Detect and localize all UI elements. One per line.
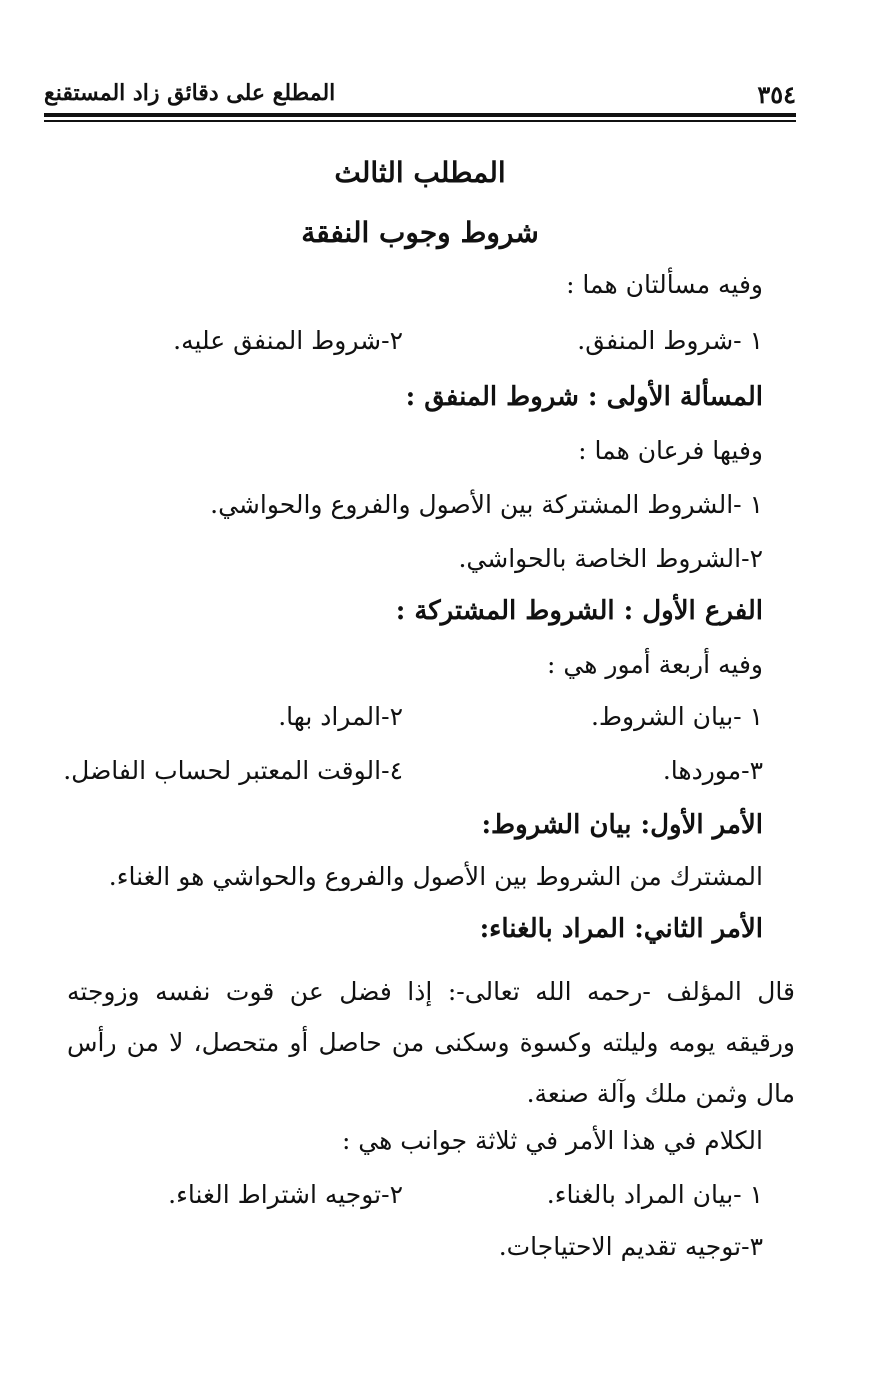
matter-1-text: المشترك من الشروط بين الأصول والفروع والحواشي هو الغناء. xyxy=(108,862,763,891)
branch-1-item-1: ١ -بيان الشروط. xyxy=(590,702,763,731)
running-title: المطلع على دقائق زاد المستقنع xyxy=(44,80,336,106)
intro-lead: وفيه مسألتان هما : xyxy=(566,270,763,299)
section-title: المطلب الثالث xyxy=(334,156,506,189)
question-1-item-1: ١ -الشروط المشتركة بين الأصول والفروع والحواشي. xyxy=(210,490,763,519)
intro-item-1: ١ -شروط المنفق. xyxy=(577,326,763,355)
question-1-lead: وفيها فرعان هما : xyxy=(578,436,763,465)
intro-item-2: ٢-شروط المنفق عليه. xyxy=(173,326,403,355)
matter-2-item-1: ١ -بيان المراد بالغناء. xyxy=(546,1180,763,1209)
matter-2-item-3: ٣-توجيه تقديم الاحتياجات. xyxy=(498,1232,763,1261)
branch-1-heading: الفرع الأول : الشروط المشتركة : xyxy=(395,596,763,626)
author-quote-paragraph xyxy=(67,966,795,1119)
matter-1-heading: الأمر الأول: بيان الشروط: xyxy=(481,810,763,840)
header-rule-thick xyxy=(44,113,796,117)
matter-2-item-2: ٢-توجيه اشتراط الغناء. xyxy=(168,1180,403,1209)
matter-2-lead: الكلام في هذا الأمر في ثلاثة جوانب هي : xyxy=(341,1126,763,1155)
matter-2-heading: الأمر الثاني: المراد بالغناء: xyxy=(479,914,763,944)
branch-1-lead: وفيه أربعة أمور هي : xyxy=(547,650,763,679)
author-quote-text: قال المؤلف -رحمه الله تعالى-: إذا فضل عن قوت نفسه وزوجته ورقيقه يومه وليلته وكسوة وسكنى من حاصل أو متحصل، لا من رأس مال وثمن ملك وآلة صنعة. xyxy=(67,977,795,1108)
question-1-item-2: ٢-الشروط الخاصة بالحواشي. xyxy=(458,544,763,573)
branch-1-item-2: ٢-المراد بها. xyxy=(278,702,403,731)
header-rule-thin xyxy=(44,120,796,122)
subject-title: شروط وجوب النفقة xyxy=(301,216,539,249)
branch-1-item-3: ٣-موردها. xyxy=(662,756,763,785)
page-number: ٣٥٤ xyxy=(757,80,796,109)
page-header xyxy=(44,74,796,114)
question-1-heading: المسألة الأولى : شروط المنفق : xyxy=(405,382,763,412)
branch-1-item-4: ٤-الوقت المعتبر لحساب الفاضل. xyxy=(63,756,403,785)
